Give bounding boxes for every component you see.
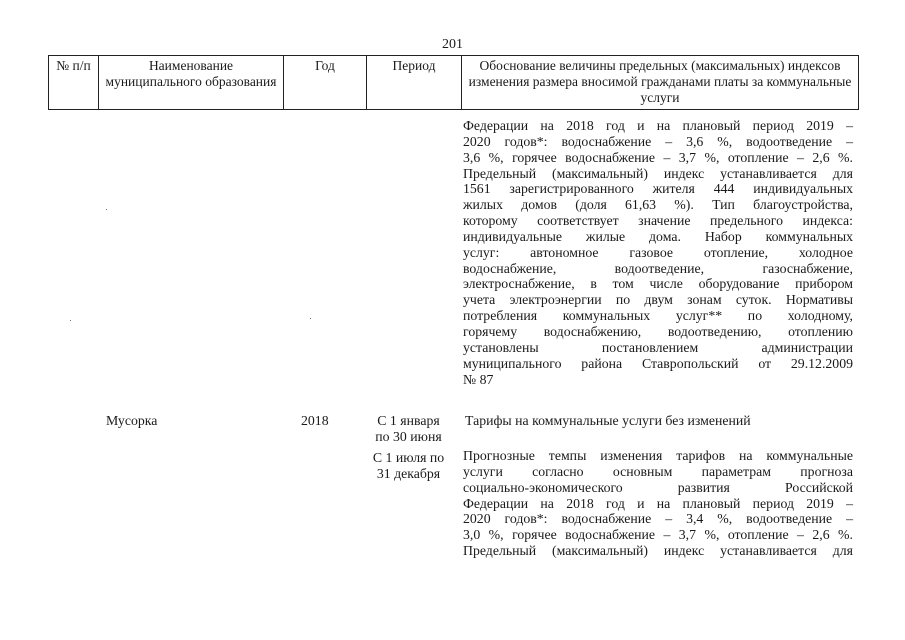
text-line: жилых домов (доля 61,63 %). Тип благоустройства,: [463, 197, 853, 213]
header-municipality: Наименование муниципального образования: [99, 56, 284, 110]
header-row: [49, 56, 859, 110]
text-line: 2020 годов*: водоснабжение – 3,6 %, водоотведение –: [463, 133, 853, 149]
basis-text-block-1: [463, 118, 853, 387]
period-first-half: [366, 413, 451, 445]
period-text: по 30 июня: [375, 428, 442, 444]
text-line: учета электроэнергии по двум зонам суток. Нормативы: [463, 292, 853, 308]
header-year: Год: [284, 56, 367, 110]
period-second-half: [366, 450, 451, 482]
text-line: Предельный (максимальный) индекс устанавливается для: [463, 165, 853, 181]
text-line: Предельный (максимальный) индекс устанавливается для: [463, 543, 853, 559]
period-text: С 1 июля по: [372, 450, 445, 465]
municipality-name: Мусорка: [106, 413, 158, 428]
text-line: 3,6 %, горячее водоснабжение – 3,7 %, отопление – 2,6 %.: [463, 149, 853, 165]
table-header: [48, 55, 859, 110]
scan-speck: [106, 209, 107, 210]
period-text: С 1 января: [377, 413, 440, 428]
text-line: 1561 зарегистрированного жителя 444 индивидуальных: [463, 181, 853, 197]
text-line: услуг: автономное газовое отопление, холодное: [463, 244, 853, 260]
text-line: потребления коммунальных услуг** по холодному,: [463, 308, 853, 324]
text-line: муниципального района Ставропольский от 29.12.2009: [463, 355, 853, 371]
year-value: 2018: [301, 413, 329, 428]
text-line: водоснабжение, водоотведение, газоснабжение,: [463, 260, 853, 276]
header-number: № п/п: [49, 56, 99, 110]
scan-speck: [70, 320, 71, 321]
text-line: которому соответствует значение предельного индекса:: [463, 213, 853, 229]
text-line: установлены постановлением администрации: [463, 339, 853, 355]
text-line: услуги согласно основным параметрам прогноза: [463, 463, 853, 479]
period-text: 31 декабря: [376, 465, 441, 481]
text-line: индивидуальные жилые дома. Набор коммунальных: [463, 228, 853, 244]
text-line: № 87: [463, 371, 494, 387]
page-number: 201: [442, 37, 463, 52]
basis-text-block-2: [463, 448, 853, 559]
text-line: 3,0 %, горячее водоснабжение – 3,7 %, отопление – 2,6 %.: [463, 527, 853, 543]
text-line: Федерации на 2018 год и на плановый период 2019 –: [463, 118, 853, 133]
text-line: 2020 годов*: водоснабжение – 3,4 %, водоотведение –: [463, 511, 853, 527]
header-basis: Обоснование величины предельных (максимальных) индексов изменения размера вносимой гражданами платы за коммунальные услуги: [462, 56, 859, 110]
text-line: Федерации на 2018 год и на плановый период 2019 –: [463, 495, 853, 511]
scan-speck: [310, 318, 311, 319]
text-line: социально-экономического развития Российской: [463, 479, 853, 495]
text-line: горячему водоснабжению, водоотведению, отоплению: [463, 323, 853, 339]
text-line: Прогнозные темпы изменения тарифов на коммунальные: [463, 448, 853, 463]
tariff-unchanged-text: Тарифы на коммунальные услуги без изменений: [465, 413, 751, 428]
header-period: Период: [367, 56, 462, 110]
text-line: электроснабжение, в том числе оборудование прибором: [463, 276, 853, 292]
